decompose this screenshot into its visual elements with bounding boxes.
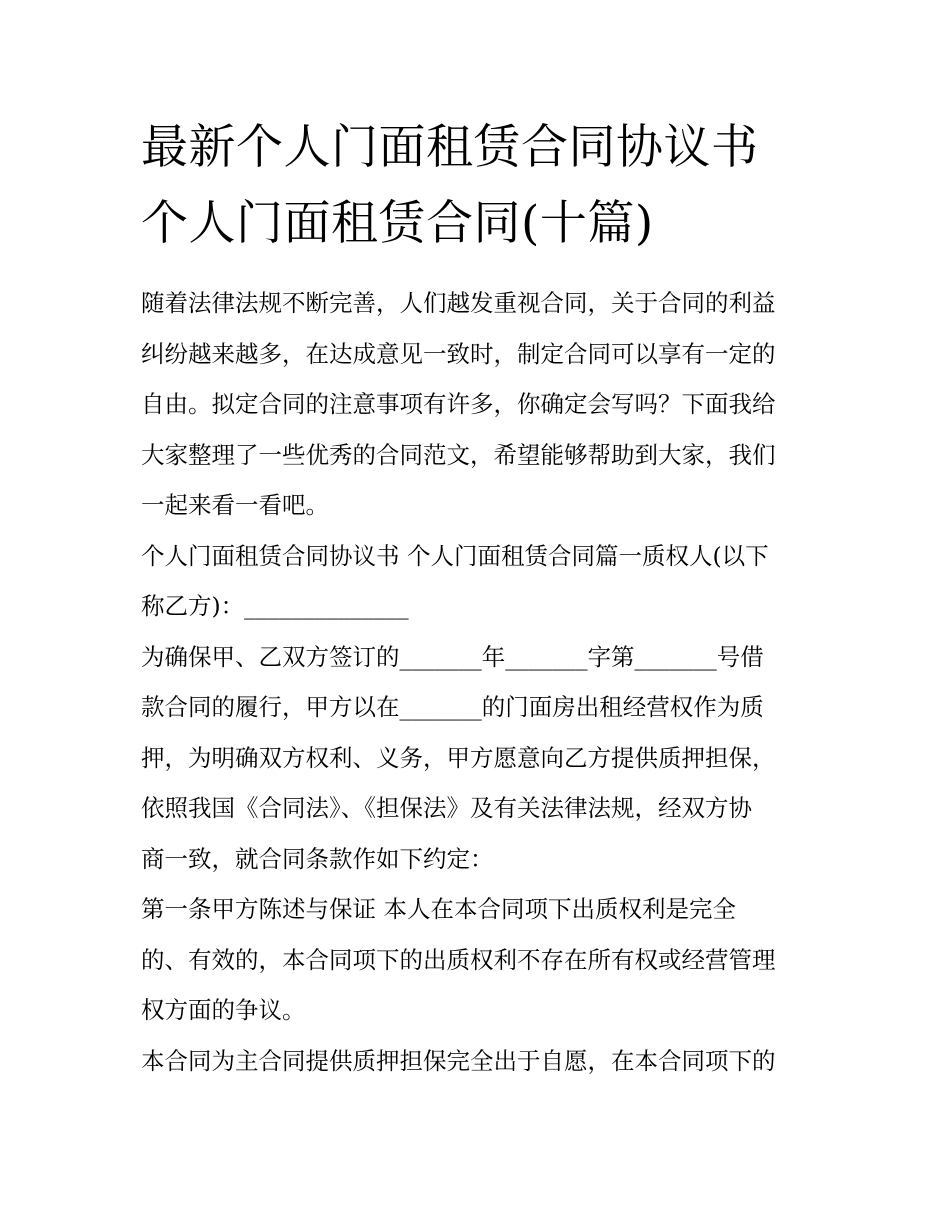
body-line: 款合同的履行，甲方以在_______的门面房出租经营权作为质	[141, 693, 764, 721]
body-line: 权方面的争议。	[141, 996, 306, 1024]
document-title	[141, 110, 841, 262]
body-line: 第一条甲方陈述与保证 本人在本合同项下出质权利是完全	[141, 895, 736, 923]
body-line: 为确保甲、乙双方签订的_______年_______字第_______号借	[141, 642, 764, 671]
body-line: 称乙方)：______________	[141, 592, 409, 620]
body-line: 随着法律法规不断完善，人们越发重视合同，关于合同的利益	[141, 289, 776, 317]
body-line: 本合同为主合同提供质押担保完全出于自愿，在本合同项下的	[141, 1046, 776, 1075]
title-line-2: 个人门面租赁合同(十篇)	[141, 196, 654, 251]
body-line: 纠纷越来越多，在达成意见一致时，制定合同可以享有一定的	[141, 339, 776, 368]
body-line: 大家整理了一些优秀的合同范文，希望能够帮助到大家，我们	[141, 440, 776, 469]
document-body	[141, 278, 821, 1086]
body-line: 依照我国《合同法》、《担保法》及有关法律法规，经双方协	[141, 794, 752, 822]
body-line: 自由。拟定合同的注意事项有许多，你确定会写吗？下面我给	[141, 390, 776, 418]
title-line-1: 最新个人门面租赁合同协议书	[141, 120, 759, 175]
body-line: 个人门面租赁合同协议书 个人门面租赁合同篇一质权人(以下	[141, 541, 769, 570]
body-line: 押，为明确双方权利、义务，甲方愿意向乙方提供质押担保，	[141, 743, 776, 772]
body-line: 商一致，就合同条款作如下约定：	[141, 844, 494, 873]
body-line: 一起来看一看吧。	[141, 491, 329, 519]
body-line: 的、有效的，本合同项下的出质权利不存在所有权或经营管理	[141, 945, 776, 974]
